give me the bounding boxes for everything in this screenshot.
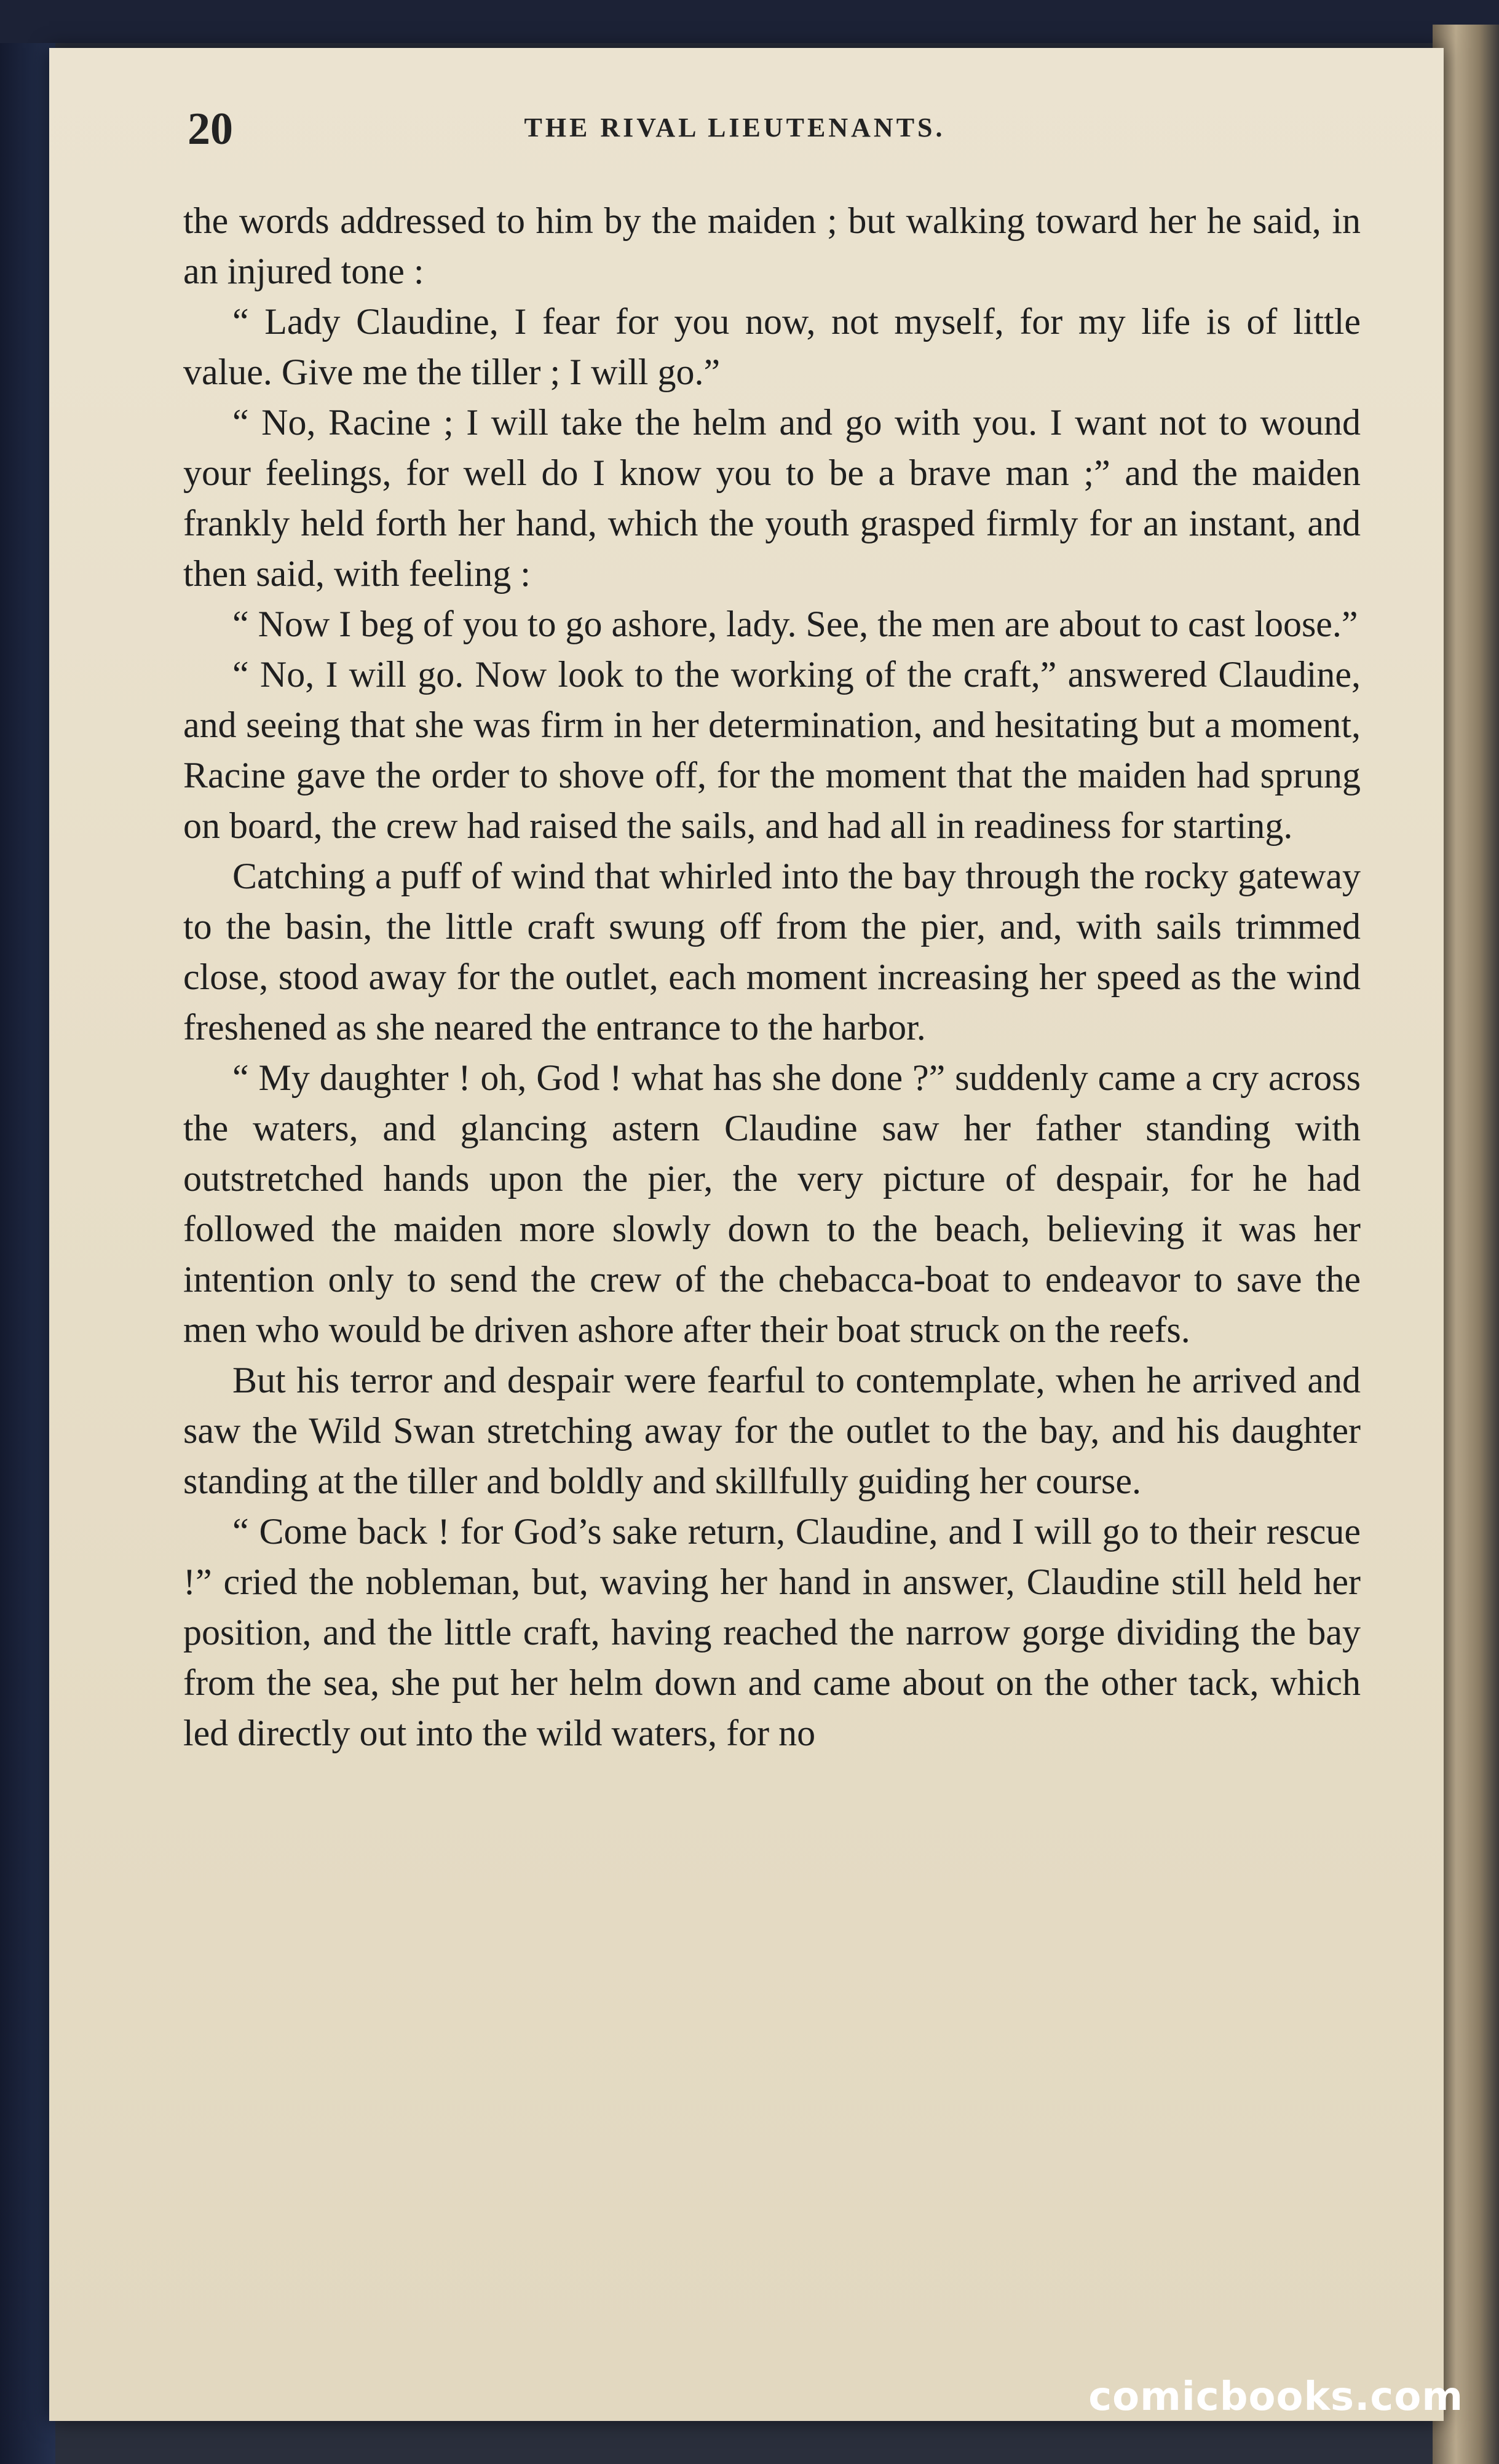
paragraph-4: “ Now I beg of you to go ashore, lady. See, the men are about to cast loose.” [232, 604, 1358, 644]
book-page [49, 48, 1444, 2421]
body-text [183, 195, 1361, 1758]
page-header [188, 103, 1282, 171]
background-top [0, 0, 1499, 43]
running-title: THE RIVAL LIEUTENANTS. [524, 113, 946, 143]
page-number: 20 [188, 104, 233, 154]
paragraph-5: “ No, I will go. Now look to the working of the craft,” answered Claudine, and seeing that she was firm in her determination, and hesitating but a moment, Racine gave the order to shove off, for the moment that the maiden had sprung on board, the crew had raised the sails, and had all in readiness for starting. [183, 654, 1361, 846]
background-left [0, 0, 55, 2464]
paragraph-6: Catching a puff of wind that whirled into the bay through the rocky gateway to the basin, the little craft swung off from the pier, and, with sails trimmed close, stood away for the outlet, each moment increasing her speed as the wind freshened as she neared the entrance to the harbor. [183, 856, 1361, 1048]
site-watermark: comicbooks.com [1088, 2374, 1463, 2420]
paragraph-9: “ Come back ! for God’s sake return, Claudine, and I will go to their rescue !” cried the nobleman, but, waving her hand in answer, Claudine still held her position, and the little craft, having reached the narrow gorge dividing the bay from the sea, she put her helm down and came about on the other tack, which led directly out into the wild waters, for no [183, 1511, 1361, 1753]
paragraph-3: “ No, Racine ; I will take the helm and go with you. I want not to wound your feelings, for well do I know you to be a brave man ;” and the maiden frankly held forth her hand, which the youth grasped firmly for an instant, and then said, with feeling : [183, 402, 1361, 594]
paragraph-8: But his terror and despair were fearful to contemplate, when he arrived and saw the Wild Swan stretching away for the outlet to the bay, and his daughter standing at the tiller and boldly and skillfully guiding her course. [183, 1360, 1361, 1501]
paragraph-1: the words addressed to him by the maiden ; but walking toward her he said, in an injured tone : [183, 200, 1361, 291]
paragraph-2: “ Lady Claudine, I fear for you now, not myself, for my life is of little value. Give me the tiller ; I will go.” [183, 301, 1361, 392]
paragraph-7: “ My daughter ! oh, God ! what has she done ?” suddenly came a cry across the waters, and glancing astern Claudine saw her father standing with outstretched hands upon the pier, the very picture of despair, for he had followed the maiden more slowly down to the beach, believing it was her intention only to send the crew of the chebacca-boat to endeavor to save the men who would be driven ashore after their boat struck on the reefs. [183, 1057, 1361, 1350]
